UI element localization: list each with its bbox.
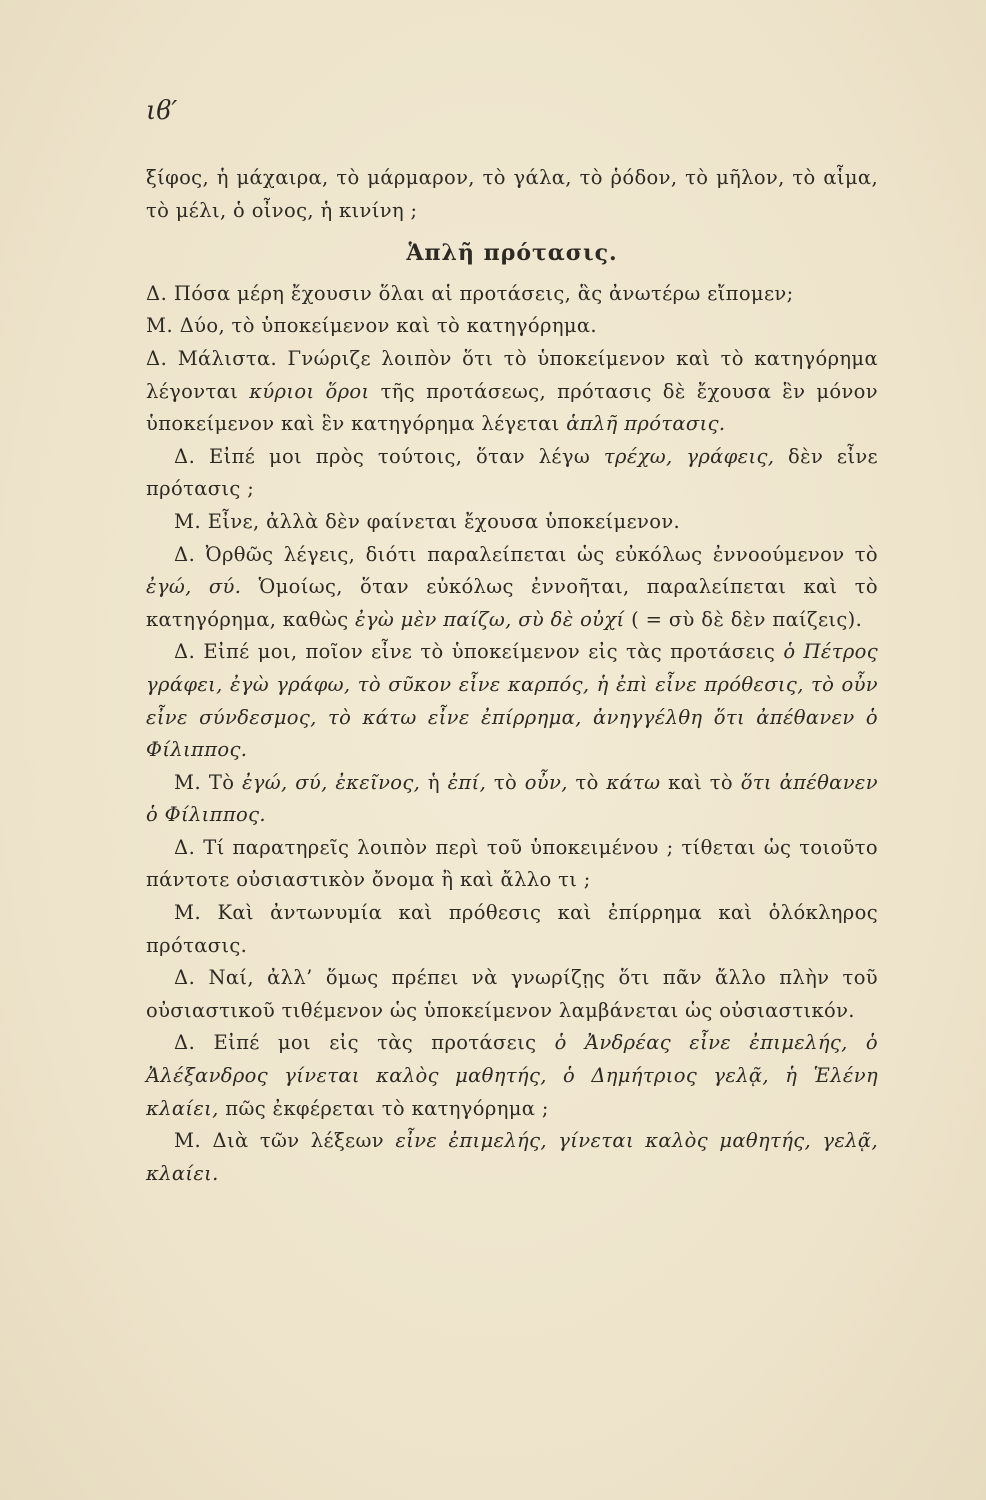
- section-heading: Ἁπλῆ πρότασις.: [406, 240, 618, 267]
- dialogue-text: Πόσα μέρη ἔχουσιν ὅλαι αἱ προτάσεις, ἃς ἀνωτέρω εἴπομεν;: [173, 281, 794, 305]
- dialogue-italic: εἶνε ἐπιμελής, γίνεται καλὸς μαθητής, γελᾷ, κλαίει.: [146, 1129, 878, 1185]
- dialogue-italic: ἐγὼ μὲν παίζω, σὺ δὲ οὐχί: [355, 607, 625, 631]
- dialogue-line: [146, 832, 878, 897]
- speaker-label: Δ.: [174, 966, 196, 990]
- dialogue-line: [146, 897, 878, 962]
- speaker-label: Μ.: [174, 770, 202, 794]
- dialogue-text: Μάλιστα. Γνώριζε λοιπὸν ὅτι τὸ ὑποκείμενον καὶ τὸ κατηγόρημα λέγονται: [146, 346, 878, 403]
- speaker-label: Δ.: [146, 281, 168, 305]
- speaker-label: Δ.: [174, 1031, 196, 1055]
- dialogue-text: Εἰπέ μοι εἰς τὰς προτάσεις: [213, 1031, 537, 1055]
- dialogue-italic: ὁ Πέτρος γράφει, ἐγὼ γράφω, τὸ σῦκον εἶνε καρπός, ἡ ἐπὶ εἶνε πρόθεσις, τὸ οὖν εἶνε σύνδεσμος, τὸ κάτω εἶνε ἐπίρρημα, ἀνηγγέλθη ὅτι ἀπέθανεν ὁ Φίλιππος.: [146, 640, 879, 762]
- dialogue-italic: ἐγώ, σύ, ἐκεῖνος,: [241, 770, 421, 794]
- dialogue-line: [146, 441, 878, 506]
- speaker-label: Δ.: [174, 640, 196, 664]
- dialogue-italic: οὖν,: [524, 770, 568, 794]
- dialogue-text: τὸ: [493, 770, 518, 794]
- dialogue-italic: ἁπλῆ πρότασις.: [566, 412, 726, 436]
- dialogue-line: [146, 539, 878, 637]
- speaker-label: Μ.: [174, 1129, 202, 1153]
- speaker-label: Δ.: [174, 542, 196, 566]
- dialogue-italic: τρέχω, γράφεις,: [603, 444, 775, 468]
- dialogue-italic: ἐγώ, σύ.: [146, 575, 242, 599]
- dialogue-line: [146, 767, 878, 832]
- page-number: ιϐ′: [146, 96, 178, 126]
- speaker-label: Μ.: [174, 901, 202, 925]
- dialogue-text: τῆς προτάσεως, πρότασις δὲ ἔχουσα ἓν μόνον ὑποκείμενον καὶ ἓν κατηγόρημα λέγεται: [146, 379, 878, 436]
- dialogue-text: Ὁμοίως, ὅταν εὐκόλως ἐννοῆται, παραλείπεται καὶ τὸ κατηγόρημα, καθὼς: [146, 575, 878, 631]
- dialogue-text: πῶς ἐκφέρεται τὸ κατηγόρημα ;: [225, 1096, 549, 1120]
- dialogue-line: [146, 343, 878, 441]
- dialogue-line: [146, 278, 878, 311]
- speaker-label: Μ.: [146, 314, 174, 338]
- dialogue-text: ( = σὺ δὲ δὲν παίζεις).: [631, 607, 863, 631]
- dialogue-line: [146, 636, 878, 766]
- dialogue-text: Εἰπέ μοι πρὸς τούτοις, ὅταν λέγω: [209, 444, 591, 468]
- intro-paragraph: ξίφος, ἡ μάχαιρα, τὸ μάρμαρον, τὸ γάλα, τὸ ῥόδον, τὸ μῆλον, τὸ αἷμα, τὸ μέλι, ὁ οἶνος, ἡ κινίνη ;: [146, 166, 878, 222]
- speaker-label: Μ.: [174, 509, 202, 533]
- dialogue-line: [146, 1027, 878, 1125]
- dialogue-italic: κάτω: [606, 770, 661, 794]
- dialogue-text: Δύο, τὸ ὑποκείμενον καὶ τὸ κατηγόρημα.: [179, 314, 597, 338]
- dialogue-line: [146, 1125, 878, 1190]
- dialogue-line: [146, 310, 878, 343]
- dialogue-text: Εἶνε, ἀλλὰ δὲν φαίνεται ἔχουσα ὑποκείμενον.: [207, 509, 681, 533]
- dialogue-text: Τί παρατηρεῖς λοιπὸν περὶ τοῦ ὑποκειμένου ; τίθεται ὡς τοιοῦτο πάντοτε οὐσιαστικὸν ὄνομα ἢ καὶ ἄλλο τι ;: [146, 835, 878, 892]
- dialogue-line: [146, 506, 878, 539]
- dialogue-text: Ὀρθῶς λέγεις, διότι παραλείπεται ὡς εὐκόλως ἐννοούμενον τὸ: [205, 542, 878, 566]
- page-body: [146, 162, 878, 1190]
- dialogue-text: Εἰπέ μοι, ποῖον εἶνε τὸ ὑποκείμενον εἰς τὰς προτάσεις: [203, 640, 776, 664]
- dialogue-italic: ὅτι ἀπέθανεν ὁ Φίλιππος.: [146, 770, 878, 827]
- dialogue-text: τὸ: [575, 770, 599, 794]
- speaker-label: Δ.: [174, 835, 196, 859]
- dialogue-text: Τὸ: [208, 770, 235, 794]
- dialogue-text: Καὶ ἀντωνυμία καὶ πρόθεσις καὶ ἐπίρρημα καὶ ὁλόκληρος πρότασις.: [146, 901, 878, 957]
- dialogue-text: δὲν εἶνε πρότασις ;: [146, 444, 878, 501]
- speaker-label: Δ.: [174, 444, 196, 468]
- dialogue-text: Διὰ τῶν λέξεων: [212, 1129, 384, 1153]
- dialogue-line: [146, 962, 878, 1027]
- dialogue-italic: ἐπί,: [447, 770, 487, 794]
- speaker-label: Δ.: [146, 346, 168, 370]
- dialogue-italic: κύριοι ὅροι: [249, 379, 370, 403]
- dialogue-text: ἡ: [427, 770, 440, 794]
- dialogue-italic: ὁ Ἀνδρέας εἶνε ἐπιμελής, ὁ Ἀλέξανδρος γίνεται καλὸς μαθητής, ὁ Δημήτριος γελᾷ, ἡ Ἑλένη κλαίει,: [146, 1031, 878, 1120]
- dialogue-text: Ναί, ἀλλ’ ὅμως πρέπει νὰ γνωρίζῃς ὅτι πᾶν ἄλλο πλὴν τοῦ οὐσιαστικοῦ τιθέμενον ὡς ὑποκείμενον λαμβάνεται ὡς οὐσιαστικόν.: [146, 966, 878, 1022]
- dialogue-text: καὶ τὸ: [668, 770, 734, 794]
